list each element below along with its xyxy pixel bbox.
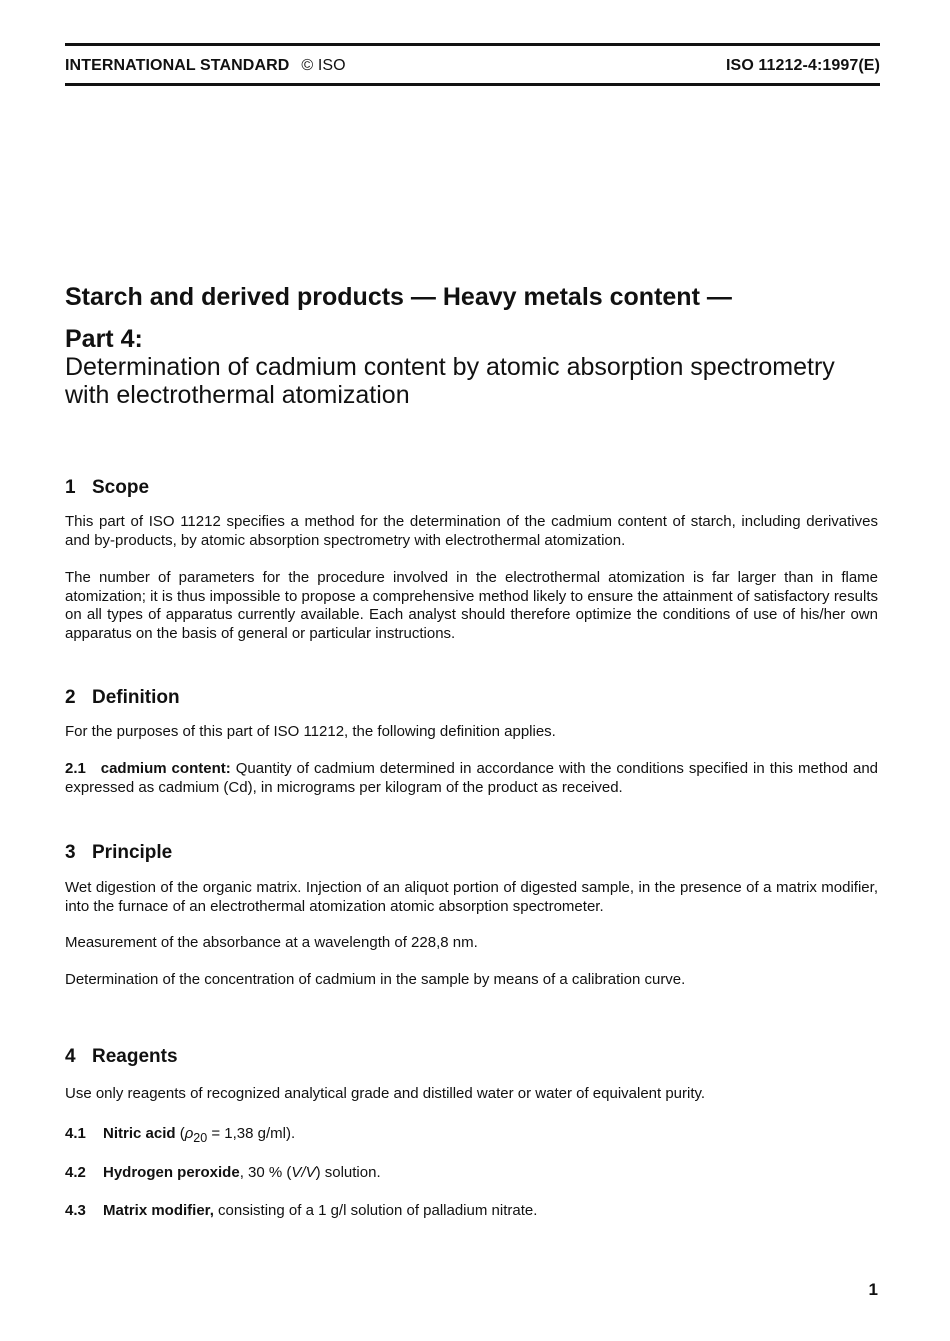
header-standard-label: INTERNATIONAL STANDARD (65, 57, 290, 74)
clause-number: 4.3 (65, 1202, 86, 1219)
page-number: 1 (868, 1280, 878, 1299)
scope-paragraph-1: This part of ISO 11212 specifies a method for the determination of the cadmium content of starch, including derivatives and by-products, by atomic absorption spectrometry with electrothermal atomization. (65, 513, 878, 549)
volume-ratio: V/V (291, 1164, 316, 1181)
section-heading-reagents (65, 1046, 178, 1068)
definition-text: Quantity of cadmium determined in accordance with the conditions specified in this method and expressed as cadmium (Cd), in micrograms per kilogram of the product as received. (65, 760, 879, 796)
subtitle-line-2: with electrothermal atomization (65, 381, 410, 409)
reagent-4-3 (65, 1202, 878, 1221)
reagent-spec: consisting of a 1 g/l solution of palladium nitrate. (213, 1202, 538, 1219)
section-title: Scope (92, 477, 150, 498)
section-title: Principle (92, 842, 173, 863)
definition-intro: For the purposes of this part of ISO 11212, the following definition applies. (65, 723, 556, 740)
document-title: Starch and derived products — Heavy metals content — (65, 283, 732, 311)
section-number: 4 (65, 1046, 76, 1067)
definition-2-1 (65, 760, 878, 797)
header-left (65, 57, 346, 75)
reagent-4-1 (65, 1125, 878, 1148)
section-heading-principle (65, 842, 172, 864)
principle-paragraph-1: Wet digestion of the organic matrix. Injection of an aliquot portion of digested sample, in the presence of a matrix modifier, into the furnace of an electrothermal atomization atomic absorption spectrometer. (65, 879, 878, 915)
header-copyright: © ISO (301, 57, 346, 74)
clause-number: 2.1 (65, 760, 86, 777)
clause-number: 4.2 (65, 1164, 86, 1181)
principle-paragraph-2: Measurement of the absorbance at a wavelength of 228,8 nm. (65, 934, 478, 951)
reagents-intro: Use only reagents of recognized analytical grade and distilled water or water of equivalent purity. (65, 1085, 706, 1102)
section-number: 3 (65, 842, 76, 863)
scope-paragraph-2: The number of parameters for the procedure involved in the electrothermal atomization is far larger than in flame atomization; it is thus impossible to propose a comprehensive method likely to ensure the attainment of satisfactory results on all types of apparatus currently available. Each analyst should therefore optimize the conditions of use of his/her own apparatus on the basis of general or particular instructions. (65, 569, 878, 642)
section-heading-scope (65, 477, 149, 499)
reagent-spec: = 1,38 g/ml). (207, 1125, 296, 1142)
document-subtitle (65, 353, 880, 409)
subtitle-line-1: Determination of cadmium content by atomic absorption spectrometry (65, 353, 835, 381)
reagent-spec-end: ) solution. (315, 1164, 381, 1181)
section-title: Reagents (92, 1046, 178, 1067)
header-top-rule (65, 43, 880, 46)
reagent-4-2 (65, 1164, 878, 1183)
section-title: Definition (92, 687, 180, 708)
document-part-label: Part 4: (65, 325, 143, 353)
defined-term: cadmium content: (100, 760, 231, 777)
clause-number: 4.1 (65, 1125, 86, 1142)
reagent-name: Nitric acid (103, 1125, 176, 1142)
header-document-code: ISO 11212-4:1997(E) (726, 57, 880, 74)
section-heading-definition (65, 687, 180, 709)
density-subscript: 20 (193, 1131, 208, 1145)
reagent-spec-open: ( (179, 1125, 185, 1142)
header-bottom-rule (65, 83, 880, 86)
section-number: 2 (65, 687, 76, 708)
reagent-name: Matrix modifier, (103, 1202, 214, 1219)
section-number: 1 (65, 477, 76, 498)
density-symbol: ρ (184, 1125, 194, 1142)
reagent-name: Hydrogen peroxide (103, 1164, 240, 1181)
reagent-spec: , 30 % ( (239, 1164, 292, 1181)
principle-paragraph-3: Determination of the concentration of cadmium in the sample by means of a calibration curve. (65, 971, 686, 988)
